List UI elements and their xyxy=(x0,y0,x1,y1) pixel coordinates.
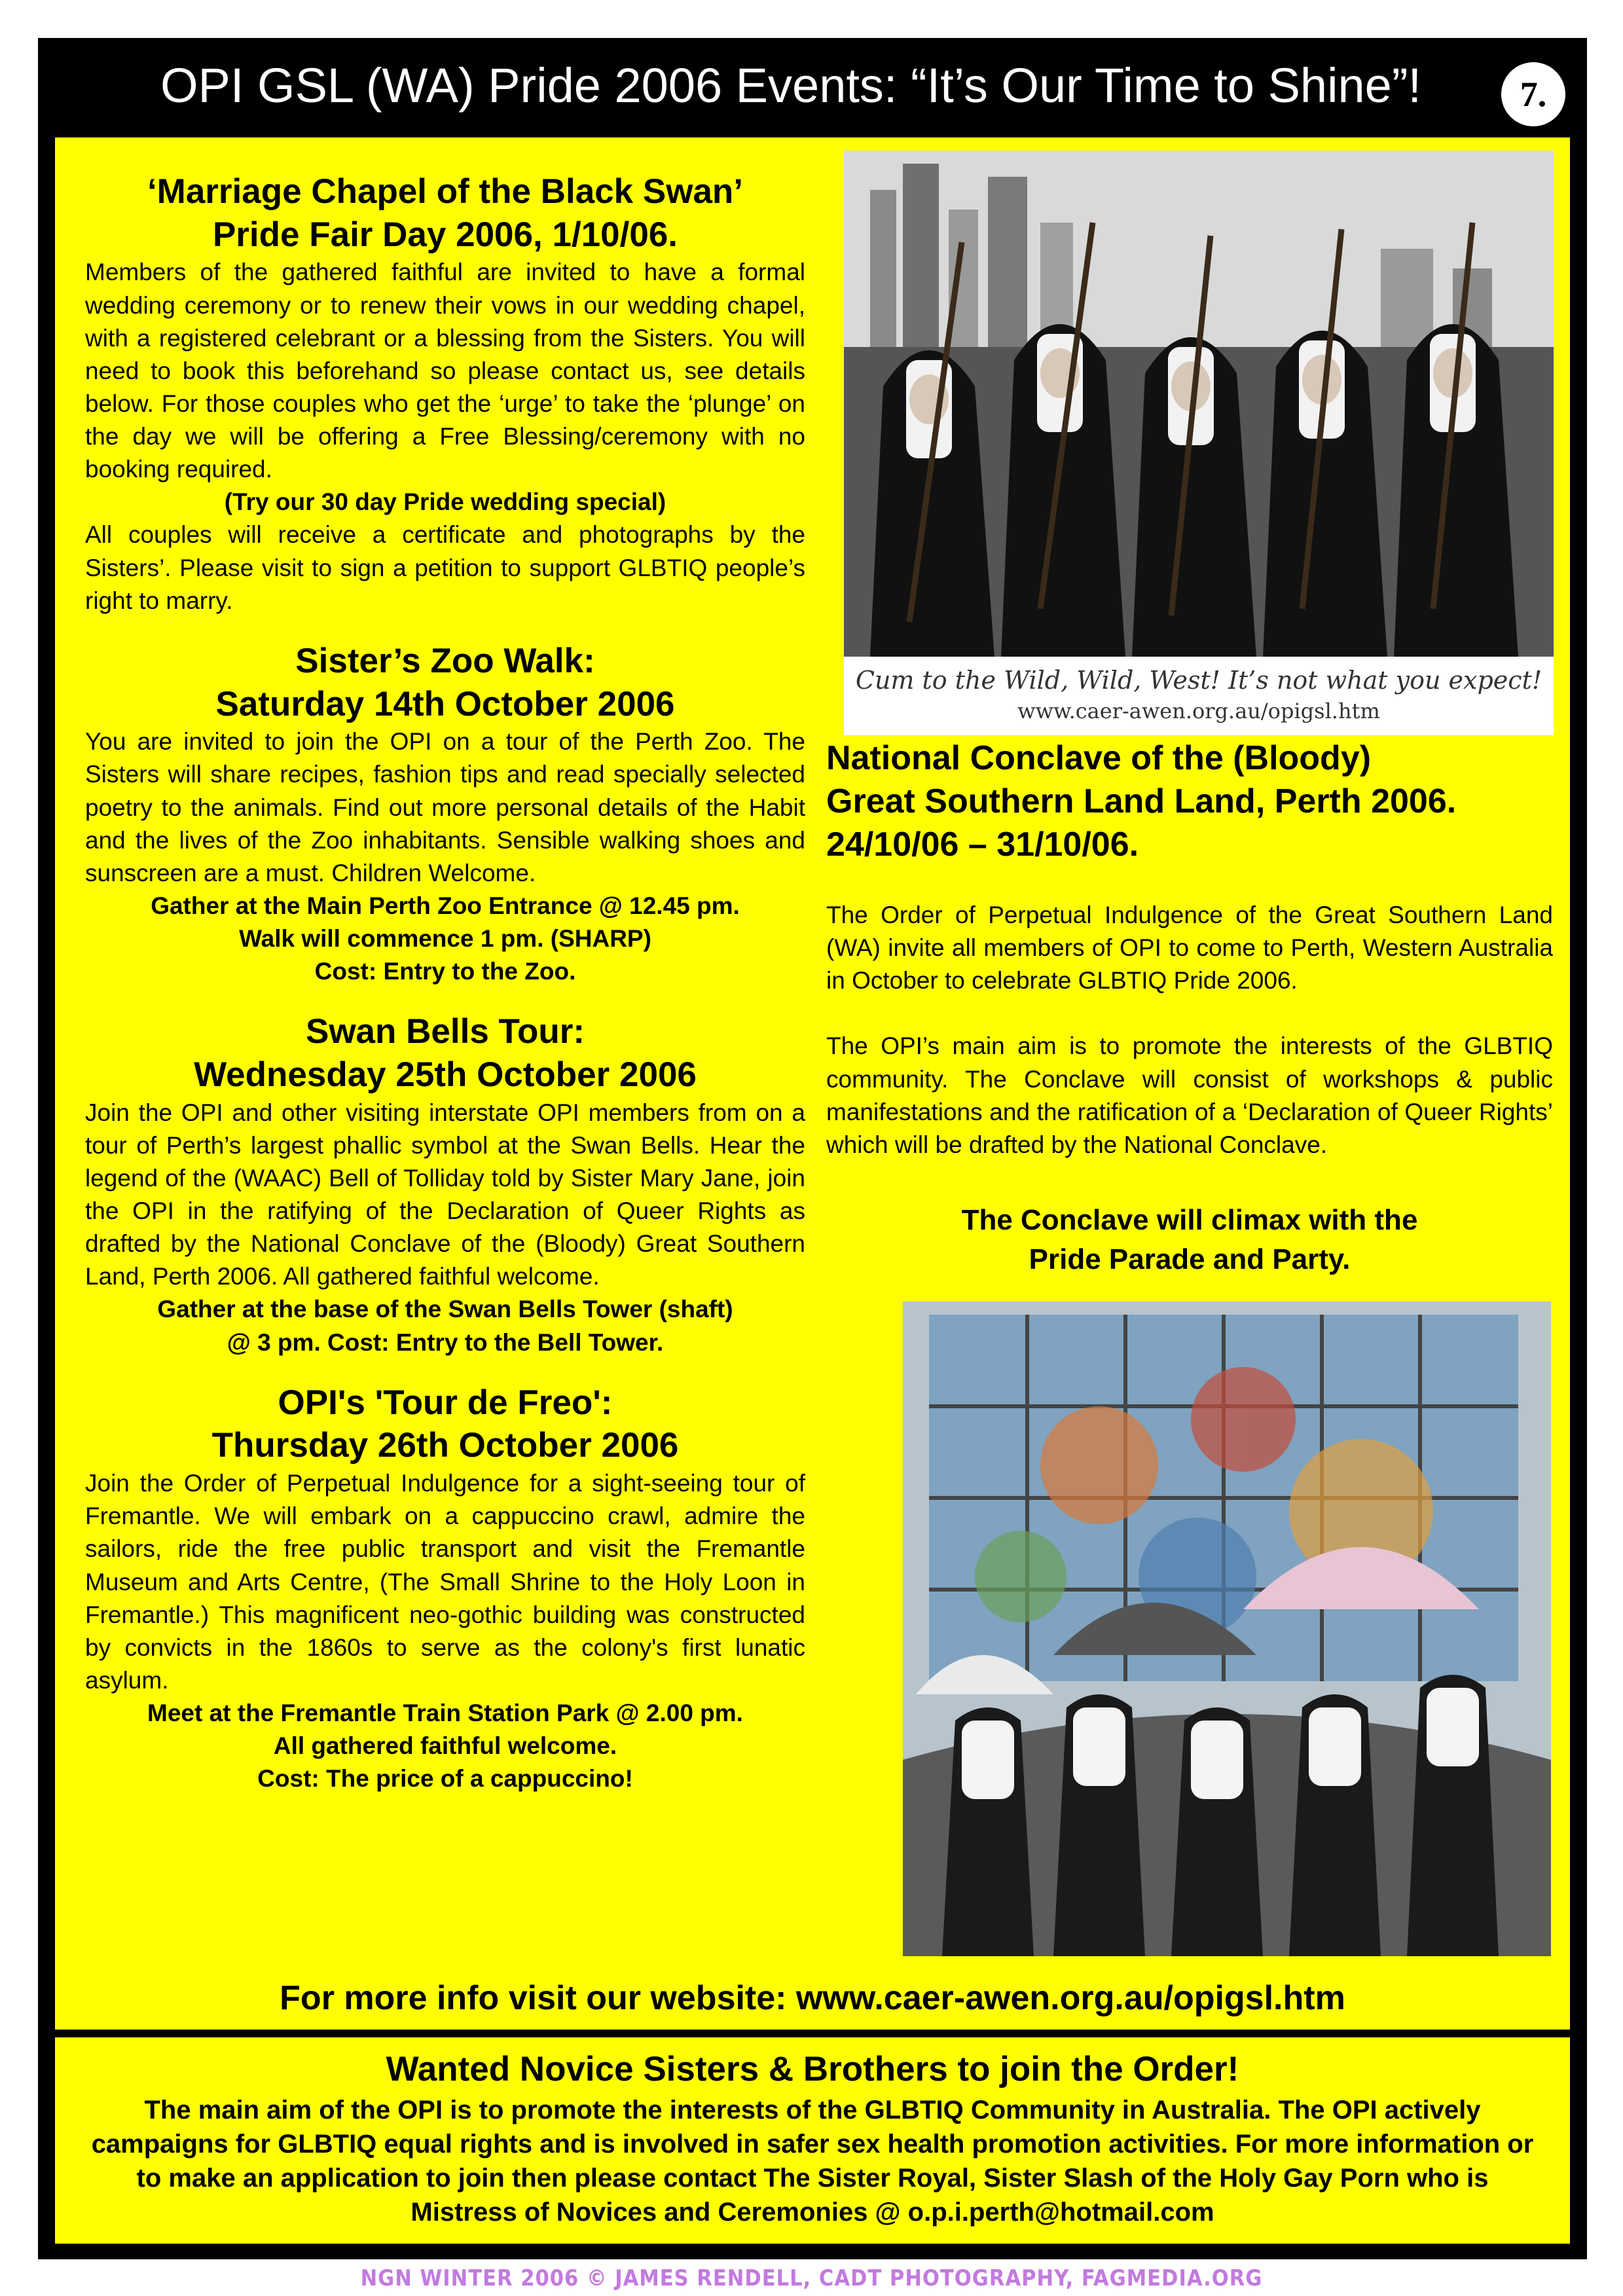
wanted-title: Wanted Novice Sisters & Brothers to join the Order! xyxy=(386,2050,1239,2088)
sisters-skyline-photo xyxy=(844,151,1554,657)
freo-meet: Meet at the Fremantle Train Station Park @ 2.00 pm. xyxy=(147,1700,743,1726)
conclave-para-1: The Order of Perpetual Indulgence of the Great Southern Land (WA) invite all members of OPI to come to Perth, Western Australia in October to celebrate GLBTIQ Pride 2006. xyxy=(826,902,1553,994)
tour-de-freo-section xyxy=(85,1381,805,1796)
website-link[interactable]: For more info visit our website: www.caer-awen.org.au/opigsl.htm xyxy=(280,1979,1345,2017)
bells-gather: Gather at the base of the Swan Bells Tower (shaft) xyxy=(157,1296,733,1323)
footer-credit: NGN WINTER 2006 © JAMES RENDELL, CADT PHOTOGRAPHY, FAGMEDIA.ORG xyxy=(360,2265,1263,2291)
swan-bells-section xyxy=(85,1010,805,1358)
freo-title: OPI's 'Tour de Freo': xyxy=(278,1383,613,1422)
bells-body: Join the OPI and other visiting interstate OPI members from on a tour of Perth’s largest phallic symbol at the Swan Bells. Hear the legend of the (WAAC) Bell of Tolliday told by Sister Mary Jane, join the OPI in the ratifying of the Declaration of Queer Rights as drafted by the National Conclave of the (Bloody) Great Southern Land, Perth 2006. All gathered faithful welcome. xyxy=(85,1099,805,1290)
conclave-title: National Conclave of the (Bloody) xyxy=(826,739,1372,777)
wanted-novices-panel xyxy=(55,2037,1570,2244)
zoo-body: You are invited to join the OPI on a tour of the Perth Zoo. The Sisters will share recipes, fashion tips and read specially selected poetry to the animals. Find out more personal details of the Habit and the lives of the Zoo inhabitants. Sensible walking shoes and sunscreen are a must. Children Welcome. xyxy=(85,728,805,886)
conclave-para-2: The OPI’s main aim is to promote the interests of the GLBTIQ community. The Conclave will consist of workshops & public manifestations and the ratification of a ‘Declaration of Queer Rights’ which will be drafted by the National Conclave. xyxy=(826,1032,1553,1158)
freo-cost: Cost: The price of a cappuccino! xyxy=(257,1765,633,1793)
conclave-dates: 24/10/06 – 31/10/06. xyxy=(826,826,1139,864)
marriage-subtitle: Pride Fair Day 2006, 1/10/06. xyxy=(212,215,678,254)
sisters-umbrellas-photo xyxy=(903,1302,1551,1956)
left-column xyxy=(85,170,805,1795)
zoo-start: Walk will commence 1 pm. (SHARP) xyxy=(239,925,651,952)
bells-title: Swan Bells Tour: xyxy=(305,1012,585,1051)
photo-caption xyxy=(844,657,1554,735)
marriage-chapel-section xyxy=(85,170,805,617)
conclave-subtitle: Great Southern Land Land, Perth 2006. xyxy=(826,782,1457,821)
freo-date: Thursday 26th October 2006 xyxy=(211,1426,679,1465)
header-bar xyxy=(38,38,1587,136)
marriage-body-2: All couples will receive a certificate and photographs by the Sisters’. Please visit to sign a petition to support GLBTIQ people’s right to marry. xyxy=(85,521,805,614)
page-title: OPI GSL (WA) Pride 2006 Events: “It’s Our Time to Shine”! xyxy=(160,58,1422,113)
conclave-climax-1: The Conclave will climax with the xyxy=(961,1203,1418,1236)
right-column xyxy=(826,737,1553,1279)
zoo-cost: Cost: Entry to the Zoo. xyxy=(314,958,576,985)
page-number-badge: 7. xyxy=(1501,62,1565,126)
conclave-climax-2: Pride Parade and Party. xyxy=(1029,1243,1351,1275)
main-panel xyxy=(55,137,1570,2030)
caption-line-1: Cum to the Wild, Wild, West! It’s not what you expect! xyxy=(855,666,1542,695)
marriage-title: ‘Marriage Chapel of the Black Swan’ xyxy=(147,172,744,211)
freo-body: Join the Order of Perpetual Indulgence for a sight-seeing tour of Fremantle. We will embark on a cappuccino crawl, admire the sailors, ride the free public transport and visit the Fremantle Museum and Arts Centre, (The Small Shrine to the Holy Loon in Fremantle.) This magnificent neo-gothic building was constructed by convicts in the 1860s to serve as the colony's first lunatic asylum. xyxy=(85,1470,805,1694)
zoo-title: Sister’s Zoo Walk: xyxy=(295,641,595,680)
zoo-gather: Gather at the Main Perth Zoo Entrance @ 12.45 pm. xyxy=(151,892,740,919)
bells-cost: @ 3 pm. Cost: Entry to the Bell Tower. xyxy=(227,1328,664,1356)
zoo-walk-section xyxy=(85,640,805,988)
zoo-date: Saturday 14th October 2006 xyxy=(215,684,675,723)
wanted-body: The main aim of the OPI is to promote the interests of the GLBTIQ Community in Australia. The OPI actively campaigns for GLBTIQ equal rights and is involved in safer sex health promotion activities. For more information or to make an application to join then please contact The Sister Royal, Sister Slash of the Holy Gay Porn who is Mistress of Novices and Ceremonies @ o.p.i.perth@hotmail.com xyxy=(91,2096,1534,2227)
freo-welcome: All gathered faithful welcome. xyxy=(273,1732,617,1760)
marriage-special: (Try our 30 day Pride wedding special) xyxy=(224,488,666,516)
bells-date: Wednesday 25th October 2006 xyxy=(194,1055,697,1094)
marriage-body: Members of the gathered faithful are invited to have a formal wedding ceremony or to renew their vows in our wedding chapel, with a registered celebrant or a blessing from the Sisters. You will need to book this beforehand so please contact us, see details below. For those couples who get the ‘urge’ to take the ‘plunge’ on the day we will be offering a Free Blessing/ceremony with no booking required. xyxy=(85,259,805,483)
caption-line-2: www.caer-awen.org.au/opigsl.htm xyxy=(1017,699,1380,723)
